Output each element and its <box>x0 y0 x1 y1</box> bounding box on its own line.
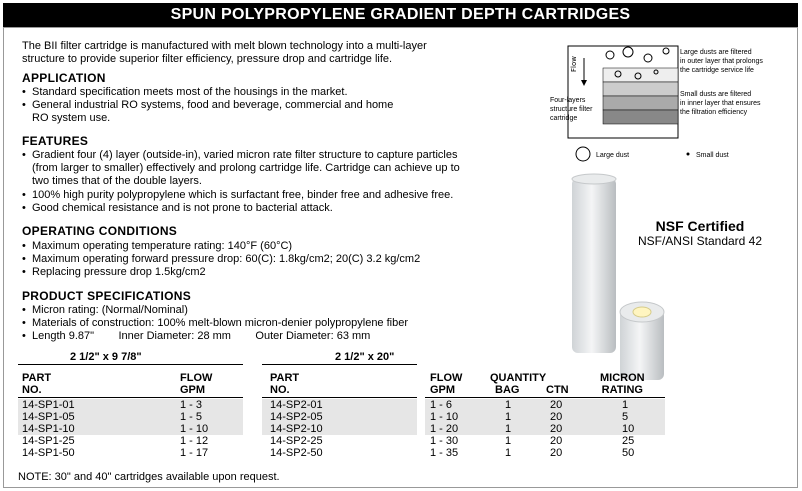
list-item: • Standard specification meets most of the housings in the market. <box>20 86 520 99</box>
note: NOTE: 30" and 40" cartridges available upon request. <box>18 471 280 483</box>
part-number: 14-SP1-25 <box>22 435 75 447</box>
part-number: 14-SP2-10 <box>270 423 323 435</box>
specs-heading: PRODUCT SPECIFICATIONS <box>22 289 192 303</box>
rule-header-left <box>18 397 243 398</box>
features-list-2 <box>20 189 540 215</box>
rule-right <box>262 364 417 365</box>
flow-gpm: 1 - 12 <box>180 435 209 447</box>
micron-rating: 10 <box>622 423 635 435</box>
part-number: 14-SP1-10 <box>22 423 75 435</box>
bag-qty: 1 <box>505 435 512 447</box>
header-flow-1: FLOW GPM <box>180 372 213 396</box>
left-label-1: Four-layers <box>550 97 586 104</box>
table-row <box>18 423 665 435</box>
list-item: • Micron rating: (Normal/Nominal) <box>20 304 540 317</box>
legend-large-dust: Large dust <box>596 152 630 159</box>
ctn-qty: 20 <box>550 423 563 435</box>
nsf-subtitle: NSF/ANSI Standard 42 <box>637 234 763 248</box>
intro-line-1: The BII filter cartridge is manufactured with melt blown technology into a multi-layer <box>22 40 427 52</box>
part-number: 14-SP2-01 <box>270 399 323 411</box>
application-heading: APPLICATION <box>22 71 106 85</box>
nsf-title: NSF Certified <box>655 218 745 234</box>
flow-gpm: 1 - 6 <box>430 399 453 411</box>
list-item: • 100% high purity polypropylene which is surfactant free, binder free and adhesive free. <box>20 189 540 202</box>
part-number: 14-SP1-05 <box>22 411 75 423</box>
list-item: • Maximum operating temperature rating: 140°F (60°C) <box>20 240 540 253</box>
bag-qty: 1 <box>505 399 512 411</box>
flow-label: Flow <box>570 56 578 72</box>
features-heading: FEATURES <box>22 134 89 148</box>
rule-header-right <box>262 397 417 398</box>
micron-rating: 5 <box>622 411 629 423</box>
flow-gpm: 1 - 20 <box>430 423 459 435</box>
operating-heading: OPERATING CONDITIONS <box>22 224 178 238</box>
header-micron: MICRON RATING <box>600 372 645 396</box>
rule-left <box>18 364 243 365</box>
flow-gpm: 1 - 10 <box>430 411 459 423</box>
part-number: 14-SP2-05 <box>270 411 323 423</box>
bag-qty: 1 <box>505 411 512 423</box>
header-flow-2: FLOW GPM <box>430 372 463 396</box>
ctn-qty: 20 <box>550 399 563 411</box>
micron-rating: 1 <box>622 399 629 411</box>
ctn-qty: 20 <box>550 435 563 447</box>
list-item: • Materials of construction: 100% melt-blown micron-denier polypropylene fiber <box>20 317 540 330</box>
outer-label-1: Large dusts are filtered <box>680 49 752 56</box>
legend-small-dust: Small dust <box>696 152 729 159</box>
table-row <box>18 411 665 423</box>
part-number: 14-SP1-01 <box>22 399 75 411</box>
rule-header-qty <box>425 397 665 398</box>
size-right-label: 2 1/2" x 20" <box>335 351 395 363</box>
list-item-continuation: two times that of the double layers. <box>32 175 202 187</box>
page-title: SPUN POLYPROPYLENE GRADIENT DEPTH CARTRIDGES <box>3 3 798 27</box>
flow-gpm: 1 - 30 <box>430 435 459 447</box>
list-item: • Replacing pressure drop 1.5kg/cm2 <box>20 266 540 279</box>
application-list <box>20 86 520 112</box>
flow-gpm: 1 - 10 <box>180 423 209 435</box>
list-item-continuation: (from larger to smaller) effectively and prolong cartridge life. Cartridge can achieve up to <box>32 162 460 174</box>
outer-label-2: in outer layer that prolongs <box>680 58 763 65</box>
bag-qty: 1 <box>505 447 512 459</box>
table-row <box>18 447 665 459</box>
features-list <box>20 149 540 162</box>
header-quantity: QUANTITY <box>490 372 547 384</box>
table-row <box>18 399 665 411</box>
inner-label-3: the filtration efficiency <box>680 109 748 116</box>
intro-line-2: structure to provide superior filter efficiency, pressure drop and cartridge life. <box>22 53 393 65</box>
flow-gpm: 1 - 5 <box>180 411 203 423</box>
flow-gpm: 1 - 3 <box>180 399 203 411</box>
flow-gpm: 1 - 35 <box>430 447 459 459</box>
part-number: 14-SP1-50 <box>22 447 75 459</box>
header-part-2: PART NO. <box>270 372 300 396</box>
list-item: • General industrial RO systems, food and beverage, commercial and home <box>20 99 520 112</box>
inner-label-2: in inner layer that ensures <box>680 100 761 107</box>
header-ctn: CTN <box>546 384 569 396</box>
outer-label-3: the cartridge service life <box>680 67 754 74</box>
table-row <box>18 435 665 447</box>
part-number: 14-SP2-25 <box>270 435 323 447</box>
list-item-continuation: RO system use. <box>32 112 111 124</box>
ctn-qty: 20 <box>550 411 563 423</box>
bag-qty: 1 <box>505 423 512 435</box>
left-label-2: structure filter <box>550 106 593 113</box>
filter-layer-diagram <box>548 38 798 173</box>
operating-list <box>20 240 540 279</box>
size-left-label: 2 1/2" x 9 7/8" <box>70 351 142 363</box>
list-item: • Good chemical resistance and is not prone to bacterial attack. <box>20 202 540 215</box>
left-label-3: cartridge <box>550 115 578 122</box>
header-part-1: PART NO. <box>22 372 52 396</box>
list-item: • Maximum operating forward pressure drop: 60(C): 1.8kg/cm2; 20(C) 3.2 kg/cm2 <box>20 253 540 266</box>
micron-rating: 50 <box>622 447 635 459</box>
list-item: • Gradient four (4) layer (outside-in), varied micron rate filter structure to capture particles <box>20 149 540 162</box>
flow-gpm: 1 - 17 <box>180 447 209 459</box>
inner-label-1: Small dusts are filtered <box>680 91 752 98</box>
ctn-qty: 20 <box>550 447 563 459</box>
nsf-badge <box>620 218 780 248</box>
micron-rating: 25 <box>622 435 635 447</box>
header-bag: BAG <box>495 384 520 396</box>
specs-list <box>20 304 540 343</box>
part-number: 14-SP2-50 <box>270 447 323 459</box>
list-item: • Length 9.87" Inner Diameter: 28 mm Outer Diameter: 63 mm <box>20 330 540 343</box>
